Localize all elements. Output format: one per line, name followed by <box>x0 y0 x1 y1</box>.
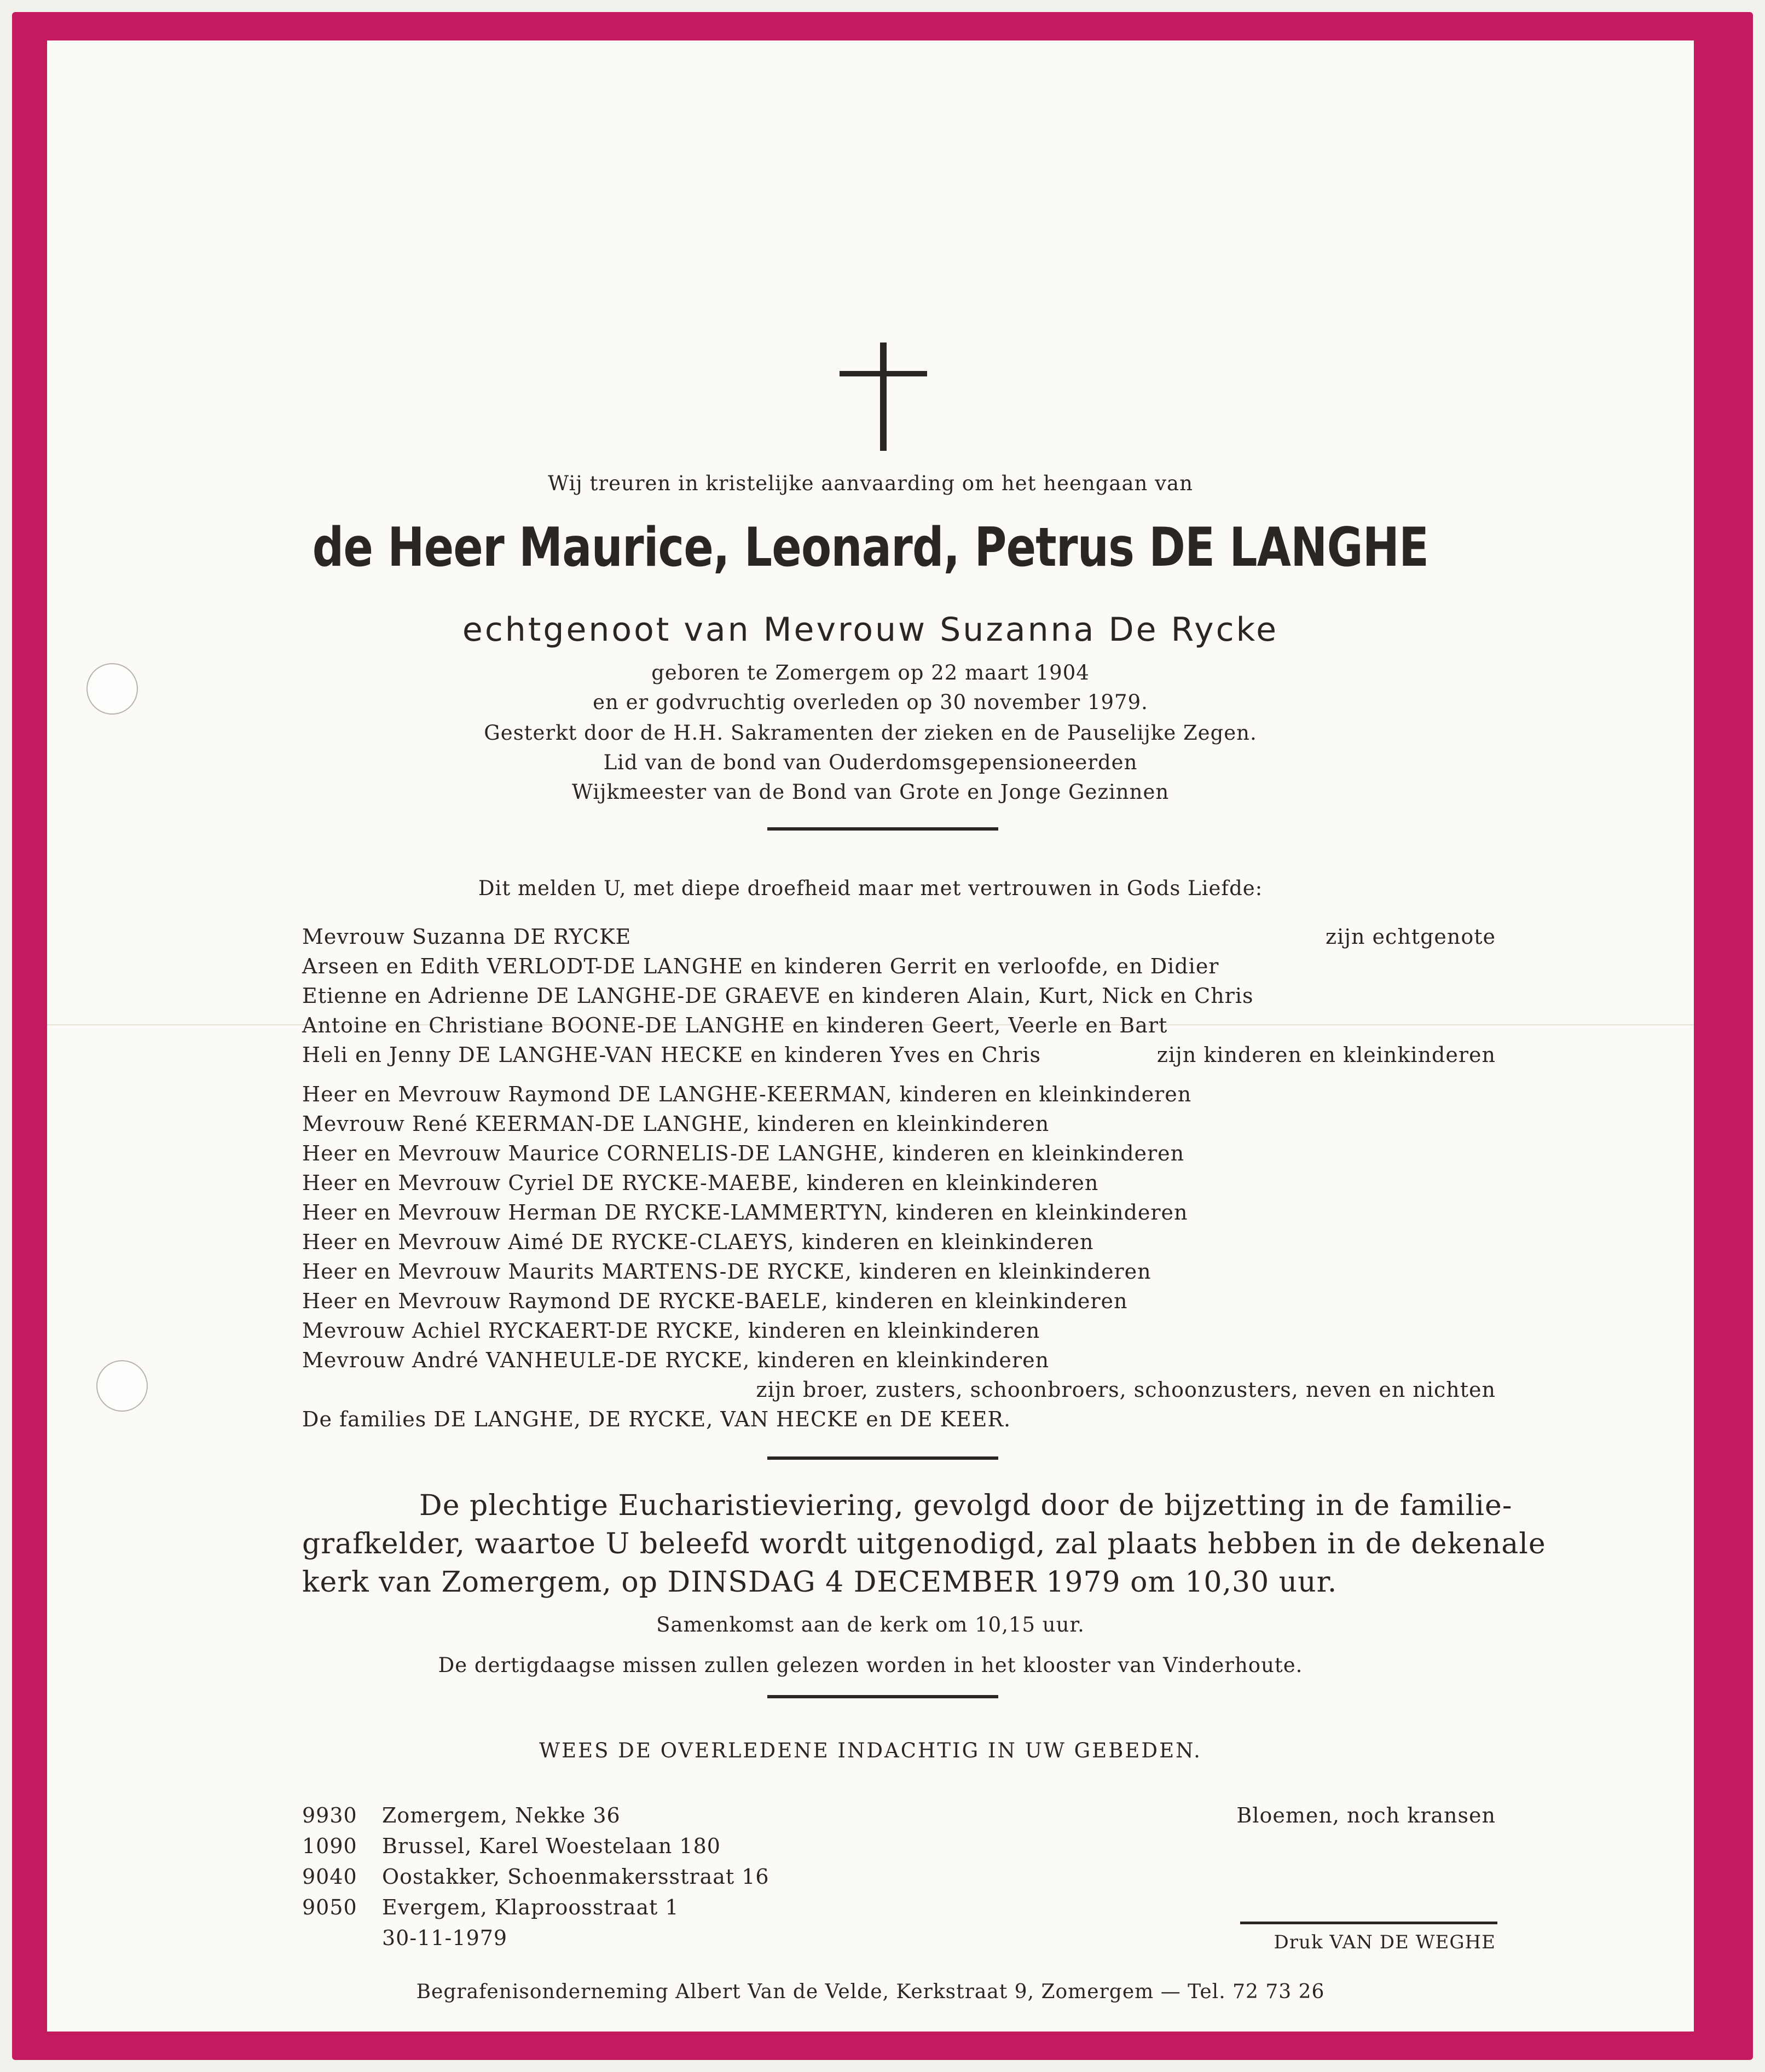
relative-line: Heer en Mevrouw Herman DE RYCKE-LAMMERTYN, kinderen en kleinkinderen <box>302 1200 1188 1224</box>
detail-line: geboren te Zomergem op 22 maart 1904 <box>651 661 1090 684</box>
relatives-role: zijn broer, zusters, schoonbroers, schoonzusters, neven en nichten <box>756 1378 1496 1402</box>
printer-rule <box>1240 1922 1497 1924</box>
postal-code: 9930 <box>302 1803 357 1827</box>
detail-line: Gesterkt door de H.H. Sakramenten der zieken en de Pauselijke Zegen. <box>484 721 1257 745</box>
children-line: Arseen en Edith VERLODT-DE LANGHE en kinderen Gerrit en verloofde, en Didier <box>302 954 1219 978</box>
service-line: grafkelder, waartoe U beleefd wordt uitgenodigd, zal plaats hebben in de dekenale <box>302 1528 1546 1560</box>
relative-line: Heer en Mevrouw Raymond DE RYCKE-BAELE, kinderen en kleinkinderen <box>302 1289 1128 1313</box>
children-line: Etienne en Adrienne DE LANGHE-DE GRAEVE en kinderen Alain, Kurt, Nick en Chris <box>302 984 1254 1008</box>
relative-line: Heer en Mevrouw Cyriel DE RYCKE-MAEBE, kinderen en kleinkinderen <box>302 1171 1099 1195</box>
postal-code: 9050 <box>302 1895 357 1919</box>
address: Zomergem, Nekke 36 <box>382 1803 621 1827</box>
intro-text: Wij treuren in kristelijke aanvaarding om het heengaan van <box>548 472 1193 495</box>
postal-code: 1090 <box>302 1834 357 1858</box>
detail-line: Wijkmeester van de Bond van Grote en Jonge Gezinnen <box>571 780 1170 804</box>
meeting-text: Samenkomst aan de kerk om 10,15 uur. <box>656 1613 1085 1636</box>
detail-line: en er godvruchtig overleden op 30 november 1979. <box>593 690 1148 714</box>
spouse-family-line: Mevrouw Suzanna DE RYCKE <box>302 925 632 949</box>
divider <box>767 1456 998 1460</box>
relative-line: Heer en Mevrouw Maurits MARTENS-DE RYCKE, kinderen en kleinkinderen <box>302 1260 1151 1284</box>
memorial-card <box>47 40 1694 2032</box>
relative-line: Heer en Mevrouw Maurice CORNELIS-DE LANGHE, kinderen en kleinkinderen <box>302 1141 1185 1165</box>
families-line: De families DE LANGHE, DE RYCKE, VAN HECKE en DE KEER. <box>302 1407 1011 1431</box>
postal-code: 9040 <box>302 1865 357 1889</box>
printer-credit: Druk VAN DE WEGHE <box>1274 1931 1496 1953</box>
address: Brussel, Karel Woestelaan 180 <box>382 1834 721 1858</box>
relative-line: Heer en Mevrouw Aimé DE RYCKE-CLAEYS, kinderen en kleinkinderen <box>302 1230 1094 1254</box>
spouse-role: zijn echtgenote <box>1326 925 1496 949</box>
relative-line: Mevrouw Achiel RYCKAERT-DE RYCKE, kinderen en kleinkinderen <box>302 1319 1040 1343</box>
service-line: De plechtige Eucharistieviering, gevolgd door de bijzetting in de familie- <box>419 1489 1513 1522</box>
children-line: Antoine en Christiane BOONE-DE LANGHE en kinderen Geert, Veerle en Bart <box>302 1013 1168 1037</box>
relative-line: Mevrouw René KEERMAN-DE LANGHE, kinderen en kleinkinderen <box>302 1112 1050 1136</box>
children-role: zijn kinderen en kleinkinderen <box>1156 1043 1496 1067</box>
service-line: kerk van Zomergem, op DINSDAG 4 DECEMBER 1979 om 10,30 uur. <box>302 1566 1338 1599</box>
masses-text: De dertigdaagse missen zullen gelezen worden in het klooster van Vinderhoute. <box>438 1653 1303 1677</box>
divider <box>767 827 998 831</box>
children-line: Heli en Jenny DE LANGHE-VAN HECKE en kinderen Yves en Chris <box>302 1043 1041 1067</box>
spouse-line: echtgenoot van Mevrouw Suzanna De Rycke <box>462 611 1279 649</box>
relative-line: Mevrouw André VANHEULE-DE RYCKE, kinderen en kleinkinderen <box>302 1348 1050 1372</box>
undertaker-line: Begrafenisonderneming Albert Van de Velde, Kerkstraat 9, Zomergem — Tel. 72 73 26 <box>416 1981 1325 2003</box>
family-intro: Dit melden U, met diepe droefheid maar met vertrouwen in Gods Liefde: <box>478 877 1263 900</box>
punch-hole-bottom <box>96 1360 148 1412</box>
relative-line: Heer en Mevrouw Raymond DE LANGHE-KEERMAN, kinderen en kleinkinderen <box>302 1082 1192 1106</box>
deceased-name: de Heer Maurice, Leonard, Petrus DE LANGHE <box>312 516 1429 579</box>
flowers-note: Bloemen, noch kransen <box>1236 1803 1496 1827</box>
divider <box>767 1695 998 1698</box>
detail-line: Lid van de bond van Ouderdomsgepensioneerden <box>603 751 1138 774</box>
prayer-text: WEES DE OVERLEDENE INDACHTIG IN UW GEBEDEN. <box>539 1739 1202 1762</box>
card-date: 30-11-1979 <box>382 1926 508 1950</box>
address: Evergem, Klaproosstraat 1 <box>382 1895 679 1919</box>
address: Oostakker, Schoenmakersstraat 16 <box>382 1865 769 1889</box>
